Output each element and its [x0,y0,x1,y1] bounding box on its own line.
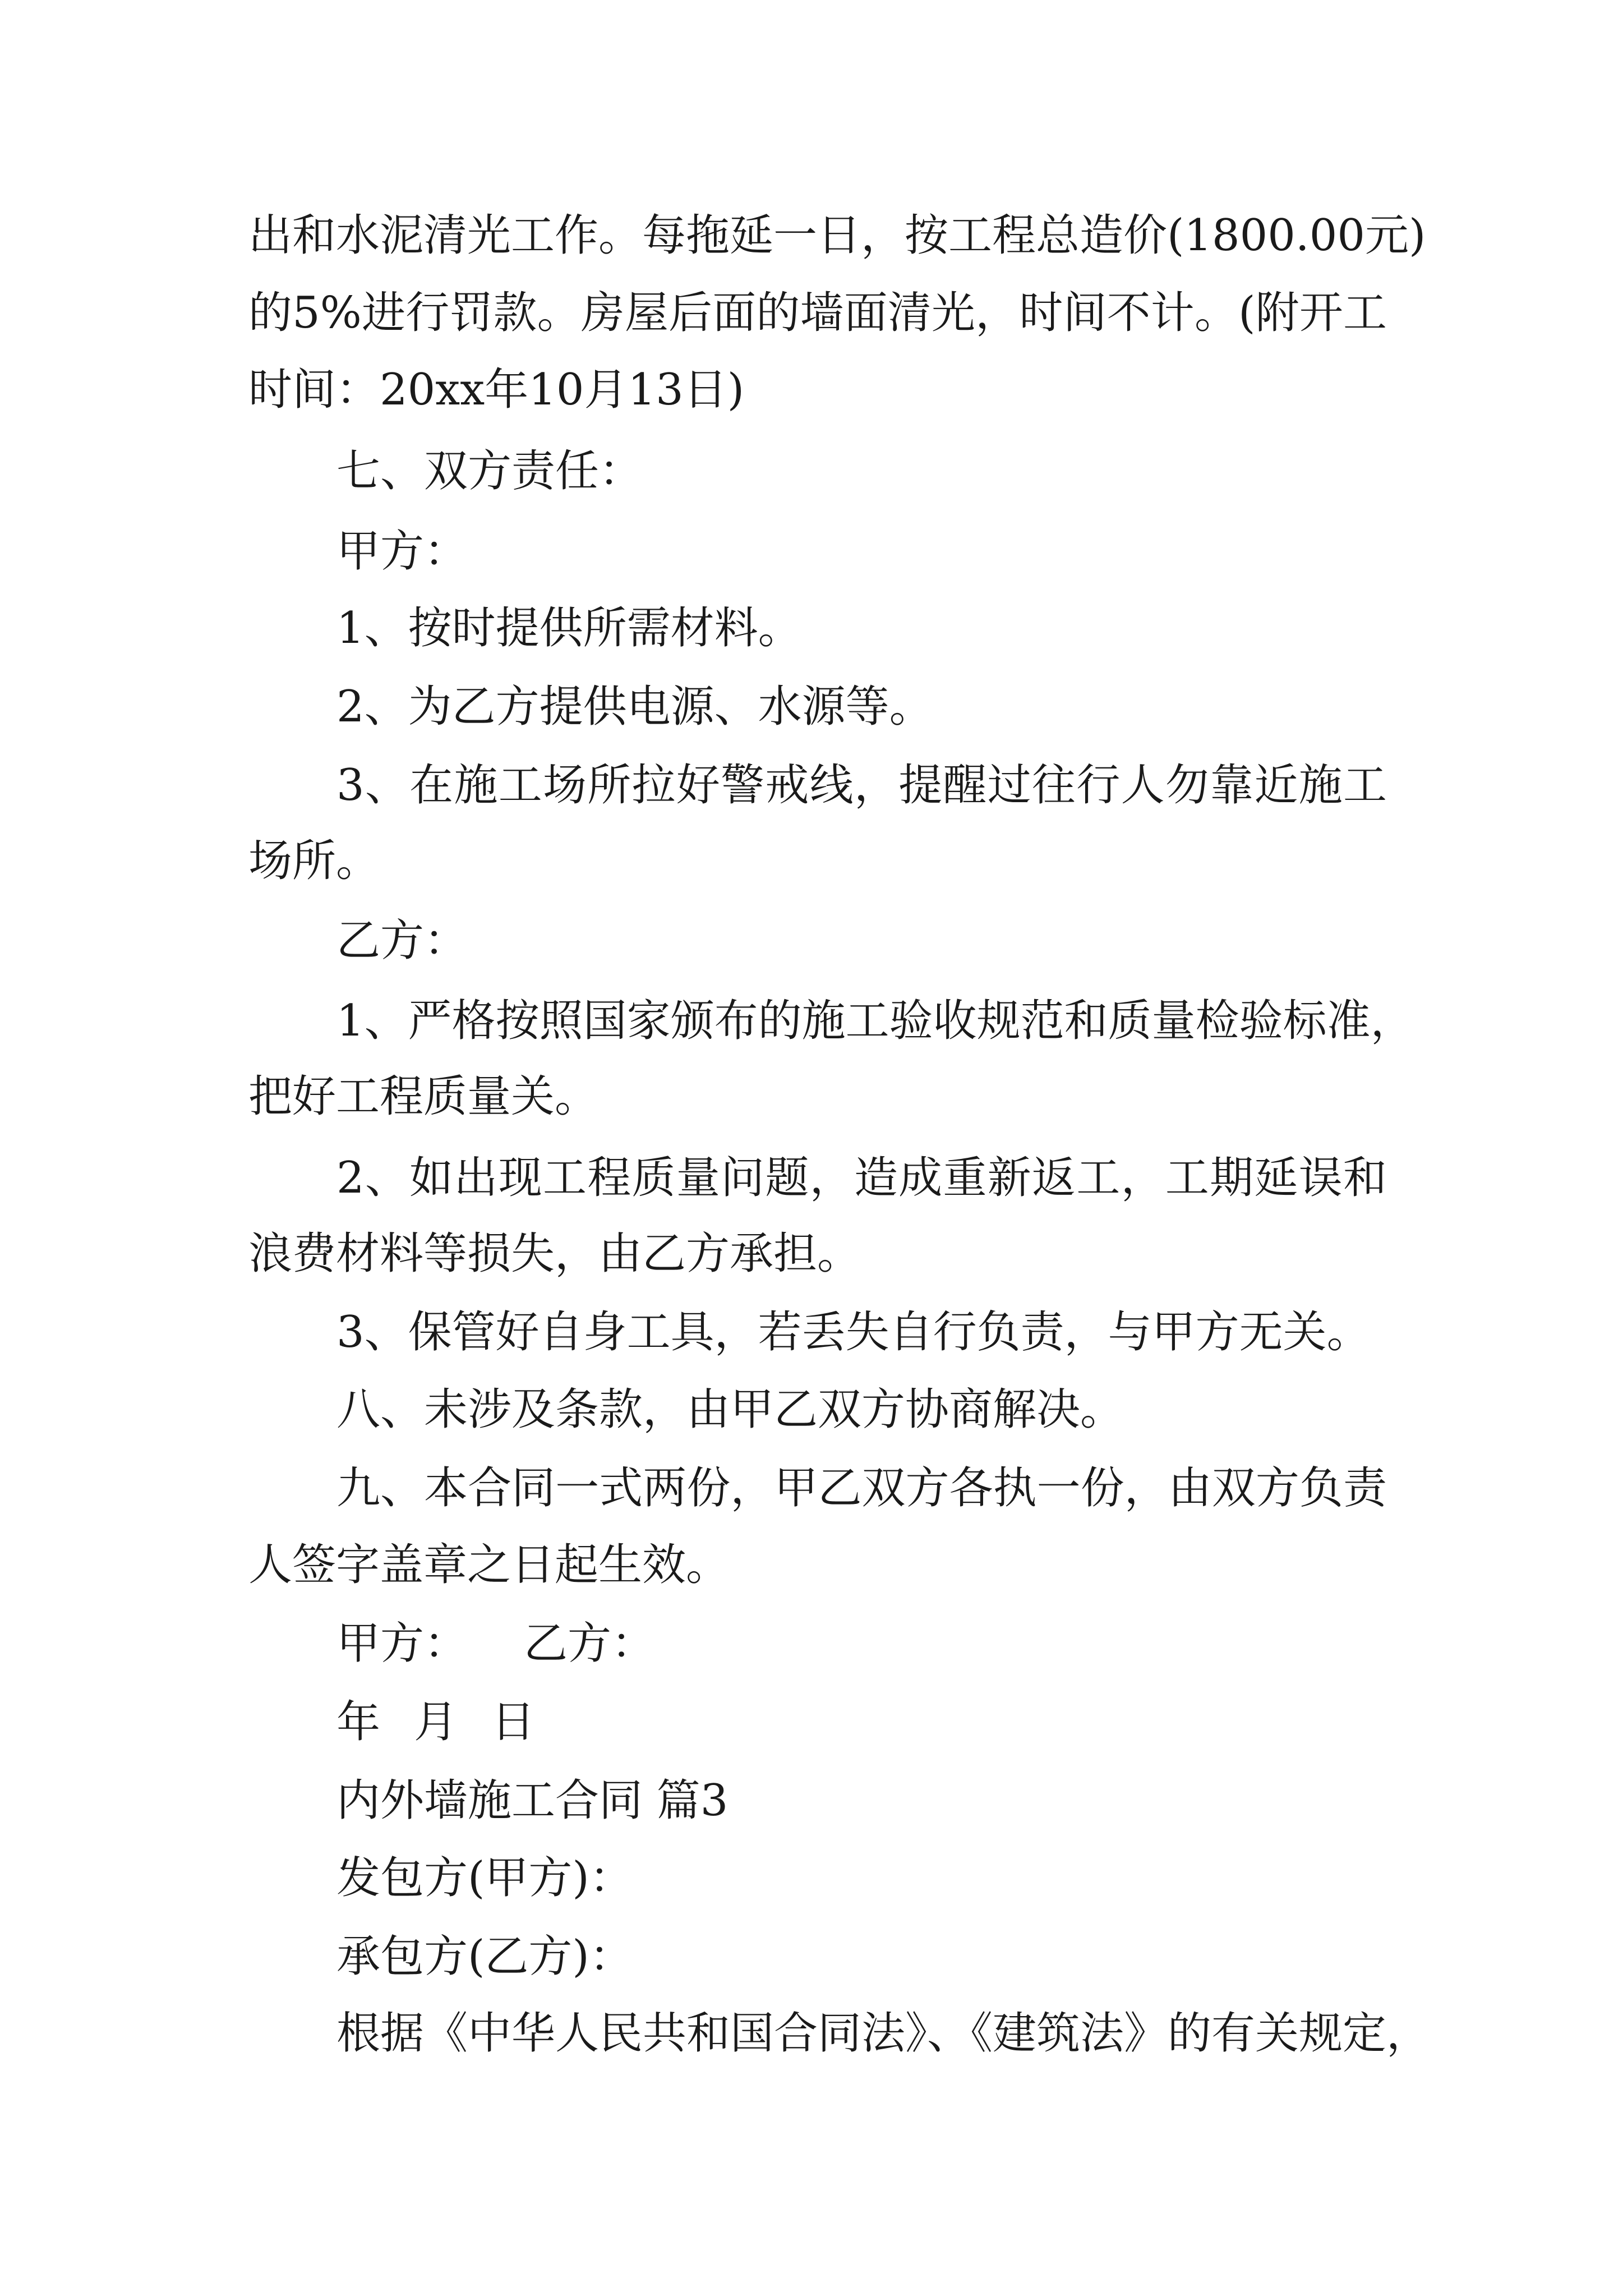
list-item: 2、如出现工程质量问题，造成重新返工，工期延误和 [336,1153,1387,1203]
party-a-signature-label: 甲方： [336,1618,468,1669]
list-item: 3、在施工场所拉好警戒线，提醒过往行人勿靠近施工 [336,760,1387,811]
list-item: 1、按时提供所需材料。 [336,603,802,654]
contract-party: 发包方(甲方)： [336,1853,633,1903]
section-heading: 八、未涉及条款，由甲乙双方协商解决。 [336,1384,1124,1435]
date-month: 月 [414,1697,458,1747]
date-day: 日 [491,1697,536,1747]
section-title: 内外墙施工合同 篇3 [336,1775,728,1826]
paragraph-line: 根据《中华人民共和国合同法》、《建筑法》的有关规定， [336,2008,1431,2059]
paragraph-line: 把好工程质量关。 [248,1071,599,1122]
party-heading: 乙方： [336,915,468,966]
list-item: 2、为乙方提供电源、水源等。 [336,682,933,732]
date-line [336,1694,1475,1750]
paragraph-line: 时间：20xx年10月13日) [248,365,745,415]
party-heading: 甲方： [336,526,468,577]
paragraph-line: 浪费材料等损失，由乙方承担。 [248,1228,861,1279]
paragraph-line: 的5%进行罚款。房屋后面的墙面清光，时间不计。(附开工 [248,288,1387,338]
section-heading: 七、双方责任： [336,446,643,496]
date-year: 年 [336,1697,381,1747]
signature-line [336,1616,1475,1672]
paragraph-line: 人签字盖章之日起生效。 [248,1540,730,1590]
party-b-signature-label: 乙方： [524,1618,656,1669]
paragraph-line: 出和水泥清光工作。每拖延一日，按工程总造价(1800.00元) [248,210,1426,261]
section-heading: 九、本合同一式两份，甲乙双方各执一份，由双方负责 [336,1463,1387,1513]
list-item: 1、严格按照国家颁布的施工验收规范和质量检验标准， [336,996,1414,1046]
paragraph-line: 场所。 [248,836,380,886]
contract-party: 承包方(乙方)： [336,1931,633,1982]
list-item: 3、保管好自身工具，若丢失自行负责，与甲方无关。 [336,1307,1371,1358]
